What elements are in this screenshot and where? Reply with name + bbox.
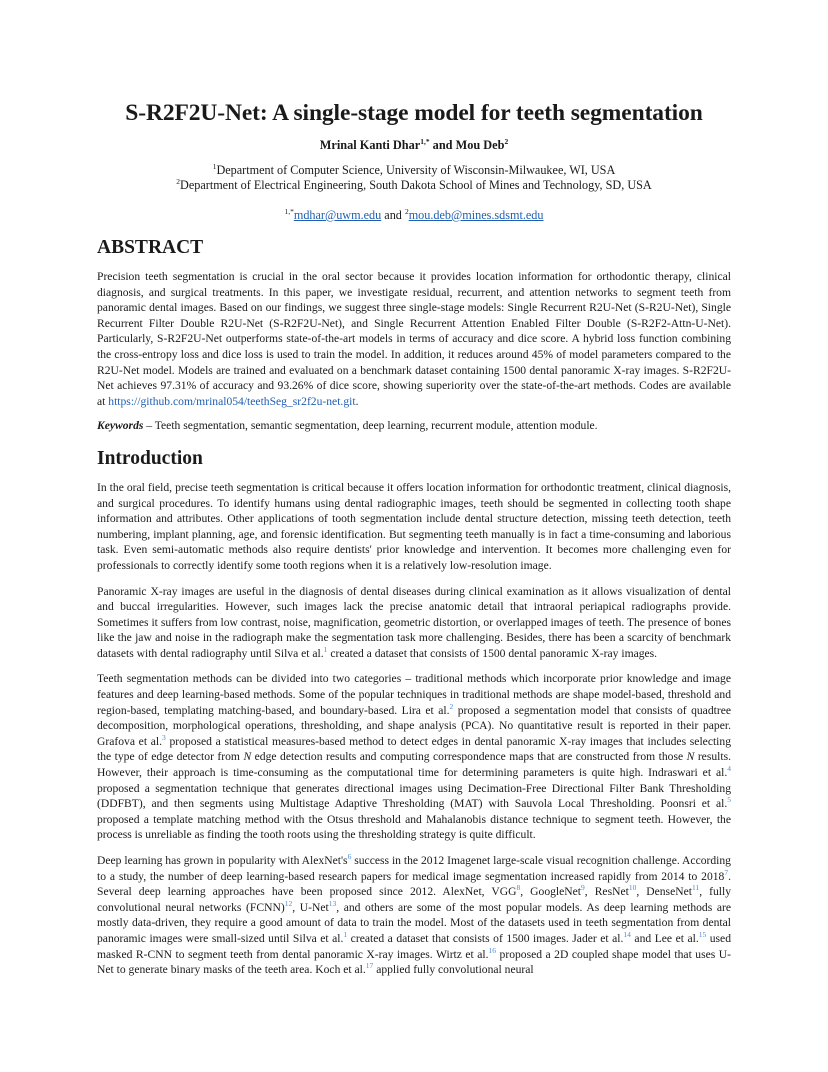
author-name: Mou Deb — [455, 138, 505, 152]
intro-paragraph-1: In the oral field, precise teeth segmentation is critical because it offers location information for orthodontic treatment, clinical diagnosis, and surgical procedures. To identify humans using dental radiographic images, teeth should be segmented in collecting tooth shape information and attributes. Other applications of tooth segmentation include dental structure detection, missing teeth detection, teeth numbering, implant planning, age, and forensic identification. But segmenting teeth manually is in fact a time-consuming and laborious task. Even semi-automatic methods also require dentists' prior knowledge and intervention. It becomes more challenging even for professionals to correctly identify some tooth regions when it is a relatively low-resolution image. — [97, 480, 731, 572]
affil-marker: 2 — [176, 176, 181, 186]
paragraph-text: applied fully convolutional neural — [373, 963, 534, 977]
paragraph-text: proposed a segmentation technique that generates directional images using Decimation-Free Directional Filter Bank Thresholding (DDFBT), and then segments using Multistage Adaptive Thresholding (MAT) with Sauvola Local Thresholding. Poonsri et al. — [97, 781, 731, 811]
abstract-text: Precision teeth segmentation is crucial in the oral sector because it provides location information for orthodontic therapy, clinical diagnosis, and surgical treatments. In this paper, we investigate residual, recurrent, and attention networks to segment teeth from panoramic dental images. Based on our findings, we suggest three single-stage models: Single Recurrent R2U-Net (S-R2U-Net), Single Recurrent Filter Double R2U-Net (S-R2F2U-Net), and Single Recurrent Attention Enabled Filter Double (S-R2F2-Attn-U-Net). Particularly, S-R2F2U-Net outperforms state-of-the-art models in terms of accuracy and dice score. A hybrid loss function combining the cross-entropy loss and dice loss is used to train the model. In addition, it reduces around 45% of model parameters compared to the R2U-Net model. Models are trained and evaluated on a benchmark dataset containing 1500 dental panoramic X-ray images. S-R2F2U-Net achieves 97.31% of accuracy and 93.26% of dice score, showing superiority over the state-of-the-art methods. Codes are available at — [97, 270, 731, 408]
citation-ref[interactable]: 4 — [727, 764, 731, 774]
paragraph-text: proposed a template matching method with the Otsus threshold and Mahalanobis distance technique to segment teeth. However, the process is unreliable as finding the tooth roots using the thresholding strategy is quite difficult. — [97, 812, 731, 842]
author-name: Mrinal Kanti Dhar — [319, 138, 421, 152]
italic-variable: N — [686, 750, 695, 764]
author-affil-marker: 1,* — [420, 136, 430, 146]
paragraph-text: and Lee et al. — [630, 931, 699, 945]
citation-ref[interactable]: 2 — [449, 701, 454, 711]
affiliations — [97, 163, 731, 193]
affiliation-line — [97, 163, 731, 178]
abstract-text-end: . — [355, 394, 359, 408]
citation-ref[interactable]: 13 — [328, 898, 337, 908]
introduction-heading: Introduction — [97, 447, 203, 469]
intro-paragraph-2 — [97, 584, 731, 662]
author-conjunction: and — [429, 138, 456, 152]
citation-ref[interactable]: 1 — [343, 930, 348, 940]
affiliation-line — [97, 178, 731, 193]
paper-title: S-R2F2U-Net: A single-stage model for teeth segmentation — [125, 100, 703, 126]
citation-ref[interactable]: 3 — [162, 732, 166, 742]
paragraph-text: . Several deep learning approaches have been proposed since 2012. AlexNet, VGG — [97, 869, 731, 899]
paragraph-text: , fully convolutional neural networks (FCNN) — [97, 885, 731, 914]
author-line — [97, 137, 731, 153]
citation-ref[interactable]: 12 — [284, 898, 293, 908]
citation-ref[interactable]: 1 — [323, 645, 328, 655]
paragraph-text: , U-Net — [292, 900, 329, 914]
keywords-text: – Teeth segmentation, semantic segmentation, deep learning, recurrent module, attention module. — [143, 419, 598, 433]
intro-paragraph-3 — [97, 671, 731, 843]
email-link[interactable]: mou.deb@mines.sdsmt.edu — [408, 208, 544, 222]
citation-ref[interactable]: 6 — [347, 852, 352, 862]
paragraph-text: proposed a statistical measures-based method to detect edges in dental panoramic X-ray images that includes selecting the type of edge detector from — [97, 734, 731, 764]
citation-ref[interactable]: 5 — [727, 795, 731, 805]
abstract-paragraph — [97, 269, 731, 409]
paper-page — [97, 98, 731, 978]
paragraph-text: success in the 2012 Imagenet large-scale visual recognition challenge. According to a study, the number of deep learning-based research papers for medical image segmentation increased rapidly from 2014 to 2018 — [97, 854, 731, 883]
abstract-heading: ABSTRACT — [97, 237, 204, 258]
citation-ref[interactable]: 9 — [581, 883, 585, 893]
paragraph-text: results. However, their approach is time-consuming as the computational time for determining parameters is quite high. Indraswari et al. — [97, 750, 731, 780]
paragraph-text: used masked R-CNN to segment teeth from dental panoramic X-ray images. Wirtz et al. — [97, 931, 732, 961]
citation-ref[interactable]: 11 — [691, 883, 700, 893]
intro-paragraph-4 — [97, 853, 731, 978]
citation-ref[interactable]: 10 — [628, 883, 637, 893]
citation-ref[interactable]: 14 — [623, 930, 631, 940]
paragraph-text: , and others are some of the most popular models. As deep learning methods are mostly data-driven, they require a good amount of data to train the model. Most of the datasets used in teeth segmentation from dental panoramic images were small-sized until Silva et al. — [97, 900, 731, 945]
email-marker: 2 — [404, 206, 409, 216]
paragraph-text: created a dataset that consists of 1500 dental panoramic X-ray images. — [327, 646, 658, 660]
citation-ref[interactable]: 8 — [516, 883, 521, 893]
paragraph-text: , GoogleNet — [520, 885, 582, 899]
email-link[interactable]: mdhar@uwm.edu — [293, 208, 382, 222]
author-affil-marker: 2 — [504, 136, 509, 146]
paragraph-text: proposed a 2D coupled shape model that uses U-Net to generate binary masks of the teeth area. Koch et al. — [97, 947, 731, 977]
paragraph-text: , ResNet — [584, 885, 629, 899]
email-line — [97, 207, 731, 223]
paragraph-text: edge detection results and computing correspondence maps that are constructed from those — [251, 750, 687, 764]
paragraph-text: , DenseNet — [636, 885, 692, 899]
affil-marker: 1 — [212, 161, 217, 171]
citation-ref[interactable]: 15 — [698, 930, 707, 940]
paragraph-text: Deep learning has grown in popularity with AlexNet's — [97, 854, 348, 867]
citation-ref[interactable]: 17 — [365, 961, 374, 971]
keywords-label: Keywords — [97, 419, 144, 433]
italic-variable: N — [243, 750, 252, 764]
affiliation-text: Department of Electrical Engineering, South Dakota School of Mines and Technology, SD, USA — [180, 178, 652, 192]
citation-ref[interactable]: 7 — [724, 867, 729, 877]
keywords-paragraph — [97, 418, 731, 434]
code-repository-link[interactable]: https://github.com/mrinal054/teethSeg_sr2f2u-net.git — [108, 394, 356, 408]
email-conjunction: and — [381, 208, 405, 222]
citation-ref[interactable]: 16 — [488, 945, 497, 955]
paragraph-text: created a dataset that consists of 1500 images. Jader et al. — [347, 931, 624, 945]
email-marker: 1,* — [284, 206, 294, 216]
affiliation-text: Department of Computer Science, University of Wisconsin-Milwaukee, WI, USA — [216, 163, 616, 177]
paragraph-text: Teeth segmentation methods can be divided into two categories – traditional methods which incorporate prior knowledge and image features and deep learning-based methods. Some of the popular techniques in traditional methods are shape model-based, threshold and region-based, templating matching-based, and boundary-based. Lira et al. — [97, 672, 731, 717]
paragraph-text: Panoramic X-ray images are useful in the diagnosis of dental diseases during clinical examination as it allows visualization of dental and buccal irregularities. However, such images lack the precise anatomic detail that intraoral periapical radiographs provide. Sometimes it suffers from low contrast, noise, magnification, geometric distortion, or overlapped images of teeth. The presence of bones like the jaw and noise in the radiograph make the segmentation task more challenging. Besides, there has been a scarcity of benchmark datasets with dental radiography until Silva et al. — [97, 584, 731, 660]
paragraph-text: proposed a segmentation model that consists of quadtree decomposition, morphological operations, thresholding, and shape analysis (PCA). No quantitative result is reported in their paper. Grafova et al. — [97, 703, 731, 748]
